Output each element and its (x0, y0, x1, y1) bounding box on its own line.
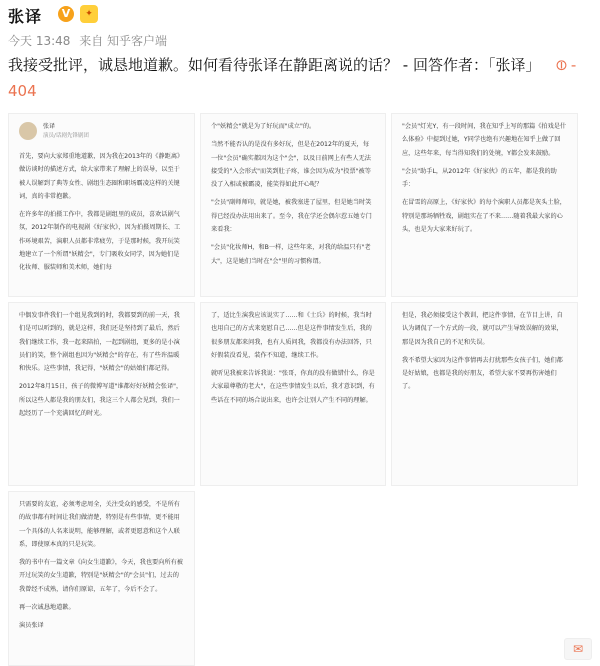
post-image-5[interactable] (200, 302, 386, 486)
post-link[interactable]: - 404 (8, 56, 577, 100)
post-meta (8, 32, 172, 49)
image-avatar-row (19, 120, 184, 144)
image-paragraph: 在许多年的拍摄工作中，我都是剧组里的成员，喜欢话剧气氛，2012年制作的电视剧《好家伙》，因为拍摄周期长、工作环境艰苦，演职人员都非常疲劳，于是那时候，我开玩笑地建立了一个所谓"妖精会"，专门吸收女同学，因为她们是化妆师、服装师和美术师，她们每 (19, 211, 181, 272)
post-image-6[interactable] (391, 302, 578, 486)
post-time[interactable]: 今天 13:48 (8, 34, 71, 48)
post-image-3[interactable] (391, 113, 578, 297)
author-name[interactable]: 张译 (8, 7, 43, 26)
post-image-2[interactable] (200, 113, 386, 297)
image-paragraph: 了，适比生演我应该说实了……和《士兵》的时候，我当时也用自己的方式来宽慰自己……但是这件事情发生后，我的很多朋友都来问我，也有人质问我，我都没有办法回答，只好假装没看见，装作不知道，继续工作。 (211, 312, 372, 359)
post-header (8, 4, 592, 48)
image-paragraph: 当然不能否认的是没有多好玩，但是在2012年的夏天，每一位"会员"确实都因为这个"会"，以及日前网上有些人无法接受的"入会形式"而笑到肚子疼，谁会因为成为"投票"被等没了入相或被霸凌，能笑得如此开心呢？ (211, 141, 371, 189)
image-paragraph: 2012年8月15日，孩子的微博写道"谁都好好妖精会张译"，所以这些人都是我的朋友们，我这三个人都会见到，我们一起经历了一个充满回忆的时光。 (19, 383, 183, 418)
image-paragraph: 在冒雪的高原上，《好家伙》的每个演职人员都是灰头土脸，特别是那场牺牲戏，剧组实在了不来……随着我最大家的心头，也是为大家来好玩了。 (402, 199, 566, 234)
link-icon[interactable]: ⊘ (550, 54, 573, 76)
image-author-name: 张译 (43, 123, 56, 130)
image-paragraph: 我的书中有一篇文章《向女生道歉》，今天，我也要向所有被开过玩笑的女生道歉，特别是"妖精会"的"会员"们，过去的我曾经不成熟，请你们原谅，五年了，今后不会了。 (19, 559, 183, 593)
post-source: 来自 知乎客户端 (79, 34, 168, 48)
image-paragraph: 演员张译 (19, 622, 44, 630)
image-paragraph: "会员"化妆师H，和B一样，这些年来，对我的给温只有"老大"，这是她们当时在"会"里的习惯称谓。 (211, 244, 371, 265)
avatar (19, 122, 37, 140)
mail-icon[interactable]: ✉ (564, 638, 592, 660)
image-paragraph: "会员"助手L，从2012年《好家伙》的五年，都是我的助手： (402, 167, 557, 189)
image-paragraph: 首先，要向大家郑重地道歉，因为我在2013年的《静距离》做访谈时的描述方式，给大家带来了理解上的误导，以至于被人误解到了典等女性、剧组生态圈和职场霸凌这样的关键词，真的非常抱歉。 (19, 153, 184, 200)
image-paragraph: "会员"副师师印，就是她，被我塞进了屋里，但是她当时笑得已经没办法用出来了。至今，我在学还会偶尔惹五她专门来看我： (211, 199, 372, 234)
image-paragraph: 再一次诚恳地道歉。 (19, 604, 75, 612)
medal-icon: ✦ (80, 5, 98, 23)
image-paragraph: 我不希望大家因为这件事情再去打扰那些女孩子们，她们都是好姑娘，也都是我的好朋友，希望大家不要再伤害她们了。 (402, 356, 563, 391)
post-body (8, 52, 592, 104)
image-paragraph: 只需要的友谊，必须考虑周全，关注受众的感受，不是所有的故事都有时间让我们做清楚，特别是有些事情，更不能用一个具体的人名来说明，能够理解，或者更愿意和这个人联系，即使原本真的只是玩笑。 (19, 501, 180, 548)
image-paragraph: 就听见我被来告诉我说："张哥，你真的没有做错什么，你是大家最尊敬的老大"，在这些事情发生以后，我才意识到，有些话在不同的场合说出来，也许会让别人产生不同的理解。 (211, 370, 375, 404)
image-paragraph: 中偶发事件我们一个组见我到的时，我都要到的前一天，我们是可以听到的，就是这样，我们还是坚持到了最后，然后我们继续工作，我一起来陪拍，一起到剧组，更多的是小演员们的笑，整个剧组也因为"妖精会"的存在，有了些许温暖和快乐。这些事情，我记得，"妖精会"的姑娘们都记得。 (19, 312, 180, 373)
image-paragraph: 个"妖精会"就是为了好玩而"成立"的。 (211, 123, 316, 130)
post-image-1[interactable] (8, 113, 195, 297)
image-author-sub: 演员/话剧先锋剧团 (43, 133, 89, 139)
verified-badge-icon: V (58, 6, 74, 22)
post-image-7[interactable] (8, 491, 195, 666)
image-paragraph: "会员"灯光Y，有一段时间，我在知乎上写的那篇《拍戏是什么体验》中提到过她，Y同学也绝有兴趣地在知乎上做了回应，这些年来，每当得知我们的处境，Y都会发来鼓励。 (402, 123, 567, 157)
post-image-4[interactable] (8, 302, 195, 486)
image-paragraph: 但是，我必须接受这个教训，把这件事情，在节目上讲，自认为调侃了一个方式的一段，就可以产生导致误解的效果，那是因为我自己的不足和失误。 (402, 312, 563, 346)
post-text: 我接受批评，诚恳地道歉。如何看待张译在静距离说的话？ - 回答作者：「张译」 (8, 56, 541, 74)
